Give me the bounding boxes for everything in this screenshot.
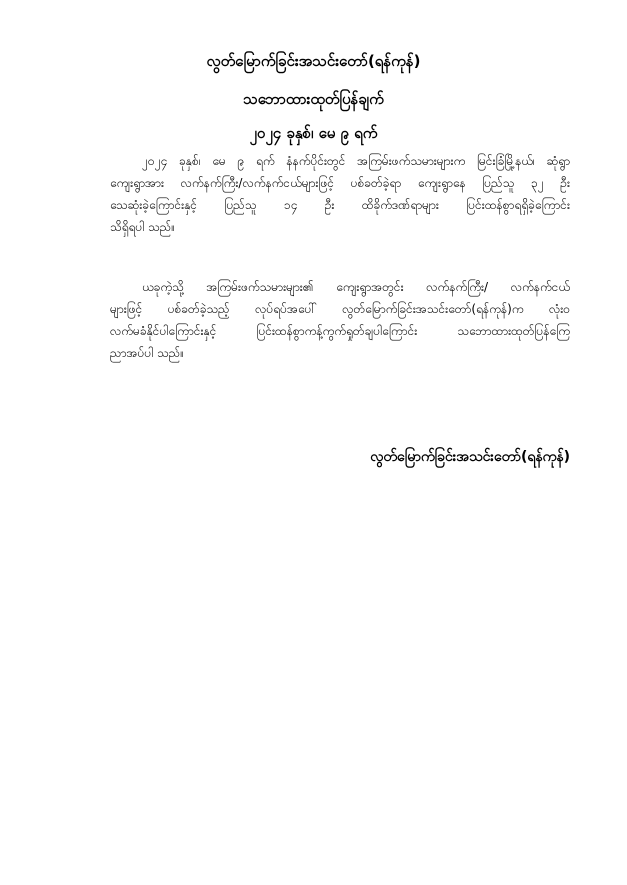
paragraph-line: ညာအပ်ပါ သည်။ xyxy=(110,346,184,360)
paragraph-1 xyxy=(110,150,570,238)
paragraph-line: ၂၀၂၄ ခုနှစ်၊ မေ ၉ ရက် နံနက်ပိုင်းတွင် အကြမ်းဖက်သမားများက မြင်းခြံမြို့နယ်၊ ဆုံရွာ xyxy=(142,154,570,168)
paragraph-line: လက်မခံနိုင်ပါကြောင်းနှင့် ပြင်းထန်စွာကန့်ကွက်ရှုတ်ချပါကြောင်း သဘောထားထုတ်ပြန်ကြေ xyxy=(110,324,570,338)
paragraph-line: ယခုကဲ့သို့ အကြမ်းဖက်သမားများ၏ ကျေးရွာအတွင်း လက်နက်ကြီး/ လက်နက်ငယ် xyxy=(142,280,570,294)
paragraph-line: သိရှိရပါ သည်။ xyxy=(110,220,175,234)
document-subtitle: သဘောထားထုတ်ပြန်ချက် xyxy=(243,90,384,108)
document-date: ၂၀၂၄ ခုနှစ်၊ မေ ၉ ရက် xyxy=(249,124,378,142)
paragraph-line: များဖြင့် ပစ်ခတ်ခဲ့သည့် လုပ်ရပ်အပေါ် လွတ်မြောက်ခြင်းအသင်းတော်(ရန်ကုန်)က လုံး၀ xyxy=(110,302,570,316)
signature: လွတ်မြောက်ခြင်းအသင်းတော်(ရန်ကုန်) xyxy=(370,449,570,465)
paragraph-2 xyxy=(110,276,570,364)
paragraph-line: ကျေးရွာအား လက်နက်ကြီး/လက်နက်ငယ်များဖြင့် ပစ်ခတ်ခဲ့ရာ ကျေးရွာနေ ပြည်သူ ၃၂ ဦး xyxy=(110,176,570,190)
paragraph-line: သေဆုံးခဲ့ကြောင်းနှင့် ပြည်သူ ၁၄ ဦး ထိခိုက်ဒဏ်ရာများ ပြင်းထန်စွာရရှိခဲ့ကြောင်း xyxy=(110,198,570,212)
document-title: လွတ်မြောက်ခြင်းအသင်းတော်(ရန်ကုန်) xyxy=(206,52,421,70)
